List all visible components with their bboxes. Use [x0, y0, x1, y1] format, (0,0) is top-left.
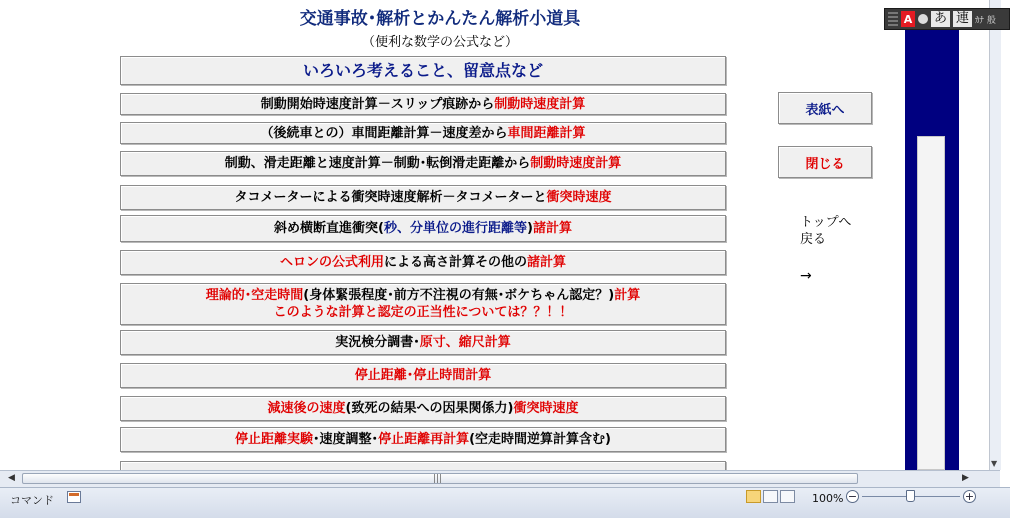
menu-button-line: [235, 431, 611, 448]
page-title: 交通事故･解析とかんたん解析小道具: [299, 9, 581, 29]
menu-button-7[interactable]: [120, 250, 726, 275]
menu-text-part: 制動時速度計算: [530, 156, 622, 171]
back-to-top-link[interactable]: [800, 214, 851, 248]
menu-text-part: 車間距離計算: [507, 125, 586, 141]
menu-text-part: いろいろ考えること、留意点など: [302, 61, 543, 80]
menu-button-line: [303, 62, 543, 79]
menu-button-line: [335, 334, 511, 351]
ime-dot-icon[interactable]: [918, 14, 928, 24]
menu-button-line: [274, 220, 572, 237]
right-margin: [959, 26, 989, 470]
vertical-scrollbar[interactable]: [989, 0, 1001, 470]
zoom-level[interactable]: 100%: [812, 492, 844, 505]
horizontal-scrollbar[interactable]: [0, 470, 1000, 487]
menu-text-part: (身体緊張程度･前方不注視の有無･ボケちゃん認定？): [303, 288, 615, 303]
white-panel: [917, 136, 945, 470]
menu-text-part: 諸計算: [532, 221, 572, 236]
menu-button-11[interactable]: [120, 396, 726, 421]
menu-text-part: 停止距離･停止時間計算: [354, 368, 492, 383]
scroll-right-icon[interactable]: ▶: [962, 473, 969, 483]
menu-text-part: (空走時間逆算計算含む): [469, 432, 611, 447]
menu-button-2[interactable]: [120, 93, 726, 115]
menu-text-part: 原寸、縮尺計算: [419, 335, 511, 350]
menu-button-4[interactable]: [120, 151, 726, 176]
menu-button-3[interactable]: [120, 122, 726, 144]
menu-button-line: [268, 400, 579, 417]
page-layout-view-icon[interactable]: [763, 490, 778, 503]
macro-record-icon[interactable]: [67, 491, 81, 503]
menu-text-part: ): [527, 221, 533, 236]
menu-text-part: (致死の結果への因果関係力): [345, 401, 514, 416]
menu-text-part: 理論的･空走時間: [205, 288, 304, 303]
menu-text-part: タコメーターによる衝突時速度解析－タコメーターと: [234, 190, 547, 205]
zoom-slider-thumb[interactable]: [906, 490, 915, 502]
thumb-grip-icon: |||: [433, 474, 443, 484]
menu-button-13[interactable]: [120, 461, 726, 470]
menu-text-part: ･速度調整･: [313, 432, 379, 447]
menu-button-5[interactable]: [120, 185, 726, 210]
menu-text-part: 衝突時速度: [513, 401, 579, 416]
menu-button-line: [234, 189, 611, 206]
status-mode: コマンド: [10, 494, 54, 507]
menu-button-line: [225, 155, 622, 172]
menu-button-12[interactable]: [120, 427, 726, 452]
menu-button-line: [355, 367, 492, 384]
menu-text-part: 計算: [614, 288, 641, 303]
normal-view-icon[interactable]: [746, 490, 761, 503]
menu-text-part: 衝突時速度: [546, 190, 612, 205]
menu-button-line: [261, 96, 586, 113]
zoom-in-icon[interactable]: +: [964, 490, 975, 503]
menu-text-part: 斜め横断直進衝突(: [274, 221, 384, 236]
page-break-view-icon[interactable]: [780, 490, 795, 503]
scroll-left-icon[interactable]: ◀: [8, 473, 15, 483]
menu-button-6[interactable]: [120, 215, 726, 242]
menu-button-8[interactable]: [120, 283, 726, 325]
grip-icon[interactable]: [888, 12, 898, 26]
menu-text-part: 秒、分単位の進行距離等: [383, 221, 527, 236]
menu-button-line: [280, 254, 566, 271]
menu-text-part: 停止距離実験: [235, 432, 314, 447]
scroll-down-icon[interactable]: ▼: [991, 459, 998, 468]
menu-button-1[interactable]: [120, 56, 726, 85]
zoom-out-icon[interactable]: −: [847, 490, 858, 503]
menu-button-9[interactable]: [120, 330, 726, 355]
ime-dictionary[interactable]: 連: [953, 11, 972, 27]
back-to-top-line1: トップへ: [800, 215, 852, 230]
menu-button-10[interactable]: [120, 363, 726, 388]
menu-text-part: 諸計算: [527, 255, 567, 270]
menu-button-line: [260, 125, 585, 142]
ime-toolbar[interactable]: [884, 8, 1010, 30]
view-switcher: [746, 490, 795, 503]
cover-button[interactable]: 表紙へ: [778, 92, 872, 124]
acrobat-icon[interactable]: A: [901, 11, 915, 27]
close-button[interactable]: 閉じる: [778, 146, 872, 178]
ime-mode[interactable]: あ: [931, 11, 950, 27]
menu-text-part: 制動時速度計算: [494, 96, 586, 112]
ime-extra[interactable]: ｶﾅ 般: [975, 15, 996, 26]
menu-button-line2: このような計算と認定の正当性については？？！！: [273, 305, 573, 320]
page-subtitle: （便利な数学の公式など）: [361, 35, 518, 50]
menu-text-part: 制動、滑走距離と速度計算－制動･転倒滑走距離から: [224, 156, 531, 171]
back-to-top-line2: 戻る: [800, 232, 827, 247]
status-bar: [0, 487, 1010, 518]
menu-text-part: 減速後の速度: [267, 401, 346, 416]
menu-text-part: 実況検分調書･: [335, 335, 420, 350]
menu-text-part: （後続車との）車間距離計算－速度差から: [260, 125, 508, 141]
menu-button-line: [206, 287, 640, 304]
menu-text-part: 制動開始時速度計算－スリップ痕跡から: [260, 96, 495, 112]
menu-text-part: による高さ計算その他の: [383, 255, 527, 270]
scroll-thumb[interactable]: [22, 473, 858, 484]
menu-text-part: ヘロンの公式利用: [279, 255, 384, 270]
menu-text-part: 停止距離再計算: [378, 432, 470, 447]
arrow-right-icon[interactable]: →: [800, 268, 812, 284]
